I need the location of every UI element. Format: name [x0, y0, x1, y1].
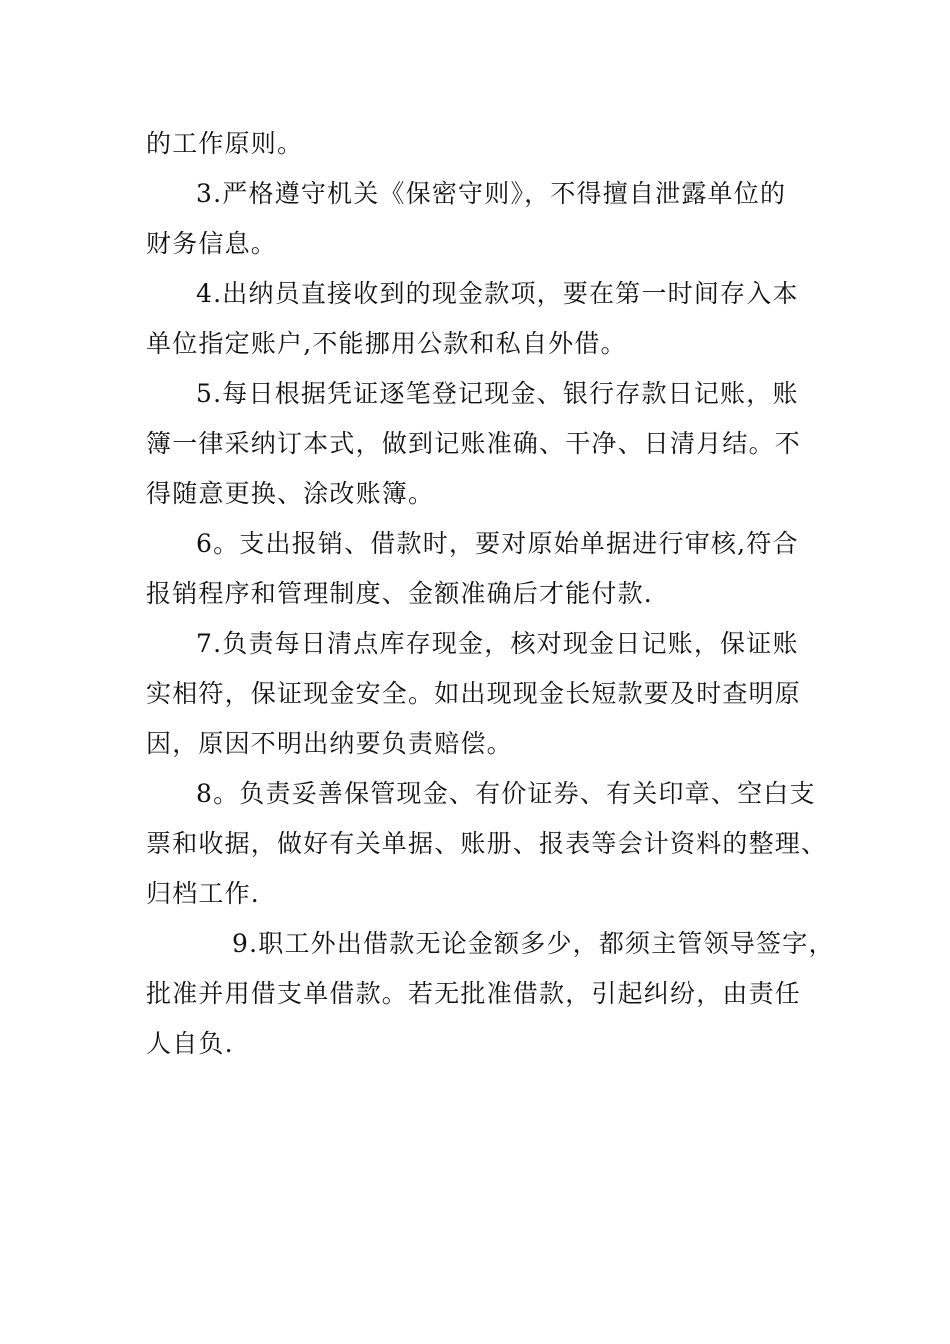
- text-line: 得随意更换、涂改账簿。: [146, 479, 435, 508]
- text-line: 簿一律采纳订本式，做到记账准确、干净、日清月结。不: [146, 429, 802, 458]
- text-line: 9.职工外出借款无论金额多少，都须主管领导签字，: [232, 929, 835, 958]
- text-line: 单位指定账户,不能挪用公款和私自外借。: [146, 329, 627, 358]
- text-line: 8。负责妥善保管现金、有价证券、有关印章、空白支: [196, 779, 816, 808]
- text-line: 5.每日根据凭证逐笔登记现金、银行存款日记账，账: [196, 379, 799, 408]
- text-line: 7.负责每日清点库存现金，核对现金日记账，保证账: [196, 629, 799, 658]
- text-line: 人自负.: [146, 1029, 234, 1058]
- text-line: 财务信息。: [146, 229, 278, 258]
- text-line: 归档工作.: [146, 879, 260, 908]
- text-line: 实相符，保证现金安全。如出现现金长短款要及时查明原: [146, 679, 802, 708]
- text-line: 票和收据，做好有关单据、账册、报表等会计资料的整理、: [146, 829, 828, 858]
- text-line: 3.严格遵守机关《保密守则》，不得擅自泄露单位的: [196, 179, 787, 208]
- text-line: 报销程序和管理制度、金额准确后才能付款.: [146, 579, 653, 608]
- text-line: 的工作原则。: [146, 129, 304, 158]
- text-line: 6。支出报销、借款时，要对原始单据进行审核,符合: [196, 529, 799, 558]
- text-line: 4.出纳员直接收到的现金款项，要在第一时间存入本: [196, 279, 799, 308]
- text-line: 批准并用借支单借款。若无批准借款，引起纠纷，由责任: [146, 979, 802, 1008]
- text-line: 因，原因不明出纳要负责赔偿。: [146, 729, 513, 758]
